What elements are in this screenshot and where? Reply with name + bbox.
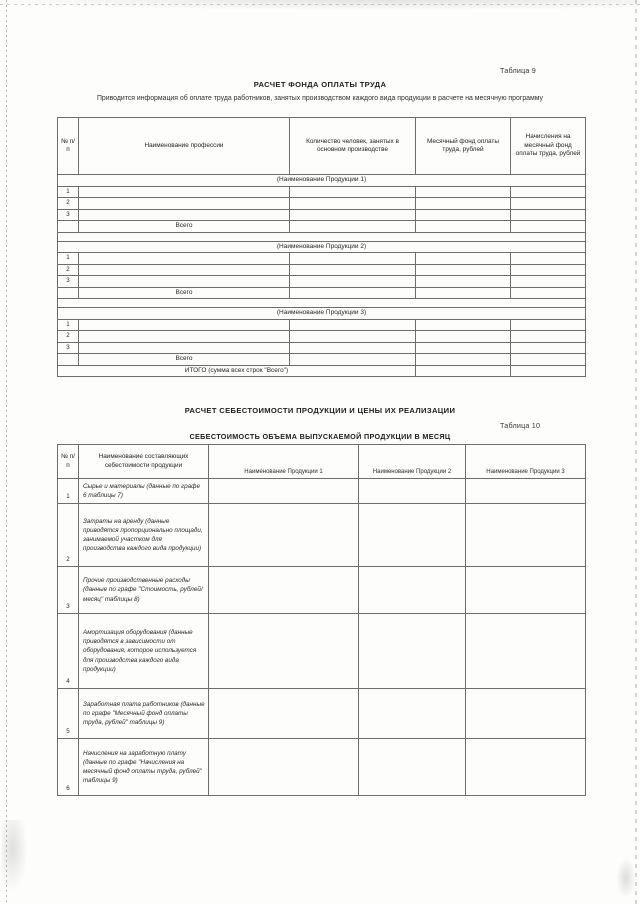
table10-title: СЕБЕСТОИМОСТЬ ОБЪЕМА ВЫПУСКАЕМОЙ ПРОДУКЦИИ В МЕСЯЦ (189, 432, 451, 441)
cell-charges[interactable] (511, 264, 586, 276)
cell-wage-fund[interactable] (416, 319, 511, 331)
cell-wage-fund[interactable] (416, 186, 511, 198)
table-row (58, 319, 586, 331)
cell-charges[interactable] (511, 319, 586, 331)
row-index: 2 (58, 331, 79, 343)
group-spacer-row (58, 299, 586, 308)
scan-edge-artifact-left (6, 0, 7, 905)
cell-wage-fund-shaded (416, 287, 511, 299)
group-total-row (58, 221, 586, 233)
cell-charges[interactable] (511, 198, 586, 210)
cell-charges[interactable] (511, 186, 586, 198)
cell-product-3 (466, 479, 586, 504)
cell-product-2[interactable] (359, 614, 466, 689)
row-index: 1 (58, 186, 79, 198)
cell-profession[interactable] (79, 331, 290, 343)
cell-people-shaded (290, 354, 416, 366)
col-header-profession: Наименование профессии (79, 118, 290, 175)
row-index: 3 (58, 567, 79, 614)
cell-profession[interactable] (79, 209, 290, 221)
row-index: 2 (58, 504, 79, 567)
payroll-fund-table (57, 117, 586, 377)
table-row (58, 331, 586, 343)
col-header-charges: Начисления на месячный фонд оплаты труда, рублей (511, 118, 586, 175)
cell-wage-fund[interactable] (416, 331, 511, 343)
cell-people[interactable] (290, 342, 416, 354)
cell-people[interactable] (290, 198, 416, 210)
row-index: 5 (58, 689, 79, 739)
row-index: 3 (58, 209, 79, 221)
row-index: 3 (58, 276, 79, 288)
cell-product-3 (466, 689, 586, 739)
group-total-label: Всего (79, 287, 290, 299)
table10-header-row (58, 445, 586, 479)
cell-people[interactable] (290, 331, 416, 343)
cell-product-2 (359, 479, 466, 504)
col-header-people: Количество человек, занятых в основном производстве (290, 118, 416, 175)
cell-people[interactable] (290, 276, 416, 288)
group-total-label: Всего (79, 221, 290, 233)
cell-charges[interactable] (511, 209, 586, 221)
cell-product-1 (209, 479, 359, 504)
group-spacer-row (58, 232, 586, 241)
col-header-component: Наименование составляющих себестоимости продукции (79, 445, 209, 479)
scan-smudge (616, 858, 636, 898)
grand-total-label: ИТОГО (сумма всех строк "Всего") (58, 365, 416, 377)
table10-label: Таблица 10 (500, 421, 541, 430)
col-header-product-3: Наименование Продукции 3 (466, 445, 586, 479)
cost-component-row (58, 504, 586, 567)
cell-charges-shaded (511, 365, 586, 377)
product-group-caption-row (58, 175, 586, 187)
cell-wage-fund[interactable] (416, 198, 511, 210)
cell-profession[interactable] (79, 253, 290, 265)
cell-product-1[interactable] (209, 614, 359, 689)
row-index: 3 (58, 342, 79, 354)
cell-people[interactable] (290, 264, 416, 276)
cost-component-text: Сырье и материалы (данные по графе 6 таблицы 7) (79, 479, 209, 504)
cell-product-2 (359, 689, 466, 739)
scan-smudge (0, 0, 640, 10)
row-index: 1 (58, 319, 79, 331)
cost-component-text: Начисления на заработную плату (данные по графе "Начисления на месячный фонд оплаты труда, рублей" таблицы 9) (79, 739, 209, 796)
cell-wage-fund[interactable] (416, 276, 511, 288)
cost-component-text: Затраты на аренду (данные приводятся пропорционально площади, занимаемой участком для производства каждого вида продукции) (79, 504, 209, 567)
cell-people[interactable] (290, 253, 416, 265)
row-index: 4 (58, 614, 79, 689)
table9-note: Приводится информация об оплате труда работников, занятых производством каждого вида продукции в расчете на месячную программу (96, 95, 544, 102)
cell-product-1 (209, 567, 359, 614)
cell-charges[interactable] (511, 276, 586, 288)
product-group-caption-row (58, 241, 586, 253)
row-index: 2 (58, 264, 79, 276)
cell-empty-index (58, 354, 79, 366)
product-group-caption: (Наименование Продукции 3) (58, 308, 586, 320)
cell-charges[interactable] (511, 331, 586, 343)
table-row (58, 209, 586, 221)
spacer-cell (58, 232, 586, 241)
cell-product-1 (209, 739, 359, 796)
cell-product-1[interactable] (209, 504, 359, 567)
cell-profession[interactable] (79, 198, 290, 210)
product-group-caption: (Наименование Продукции 1) (58, 175, 586, 187)
cell-product-3[interactable] (466, 504, 586, 567)
cell-charges[interactable] (511, 342, 586, 354)
table9-header-row (58, 118, 586, 175)
cost-component-row (58, 689, 586, 739)
group-total-row (58, 354, 586, 366)
table-row (58, 253, 586, 265)
cell-charges-shaded (511, 221, 586, 233)
product-group-caption: (Наименование Продукции 2) (58, 241, 586, 253)
product-group-caption-row (58, 308, 586, 320)
row-index: 1 (58, 253, 79, 265)
cell-product-2 (359, 567, 466, 614)
cell-profession[interactable] (79, 264, 290, 276)
cell-people[interactable] (290, 186, 416, 198)
col-header-product-1: Наименование Продукции 1 (209, 445, 359, 479)
cell-charges-shaded (511, 287, 586, 299)
cell-product-3 (466, 739, 586, 796)
cell-charges[interactable] (511, 253, 586, 265)
grand-total-row (58, 365, 586, 377)
cell-wage-fund[interactable] (416, 209, 511, 221)
cell-people[interactable] (290, 319, 416, 331)
table9-title: РАСЧЕТ ФОНДА ОПЛАТЫ ТРУДА (253, 80, 387, 89)
table-row (58, 186, 586, 198)
col-header-number: № п/п (58, 445, 79, 479)
cell-people[interactable] (290, 209, 416, 221)
row-index: 1 (58, 479, 79, 504)
cell-charges-shaded (511, 354, 586, 366)
cell-people-shaded (290, 221, 416, 233)
cell-empty-index (58, 287, 79, 299)
cell-people-shaded (290, 287, 416, 299)
table-row (58, 276, 586, 288)
table-row (58, 198, 586, 210)
scan-edge-artifact-top (0, 4, 640, 5)
cell-wage-fund-shaded (416, 365, 511, 377)
table-row (58, 264, 586, 276)
cell-wage-fund-shaded (416, 354, 511, 366)
scan-edge-artifact-right (635, 0, 637, 905)
table10-section-title: РАСЧЕТ СЕБЕСТОИМОСТИ ПРОДУКЦИИ И ЦЕНЫ ИХ РЕАЛИЗАЦИИ (184, 406, 456, 415)
group-total-row (58, 287, 586, 299)
cell-wage-fund[interactable] (416, 342, 511, 354)
table9-label: Таблица 9 (500, 66, 536, 75)
row-index: 6 (58, 739, 79, 796)
cell-product-3[interactable] (466, 614, 586, 689)
cell-profession[interactable] (79, 186, 290, 198)
cell-product-2[interactable] (359, 504, 466, 567)
product-cost-table (57, 444, 586, 796)
cost-component-text: Заработная плата работников (данные по графе "Месячный фонд оплаты труда, рублей" таблицы 9) (79, 689, 209, 739)
cell-wage-fund[interactable] (416, 253, 511, 265)
col-header-product-2: Наименование Продукции 2 (359, 445, 466, 479)
cost-component-text: Прочие производственные расходы (данные по графе "Стоимость, рублей/месяц" таблицы 8) (79, 567, 209, 614)
table-row (58, 342, 586, 354)
cost-component-row (58, 567, 586, 614)
cell-product-2 (359, 739, 466, 796)
group-total-label: Всего (79, 354, 290, 366)
cost-component-row (58, 739, 586, 796)
cell-profession[interactable] (79, 342, 290, 354)
cost-component-text: Амортизация оборудования (данные приводятся в зависимости от оборудования, которое используется для производства каждого вида продукции) (79, 614, 209, 689)
cell-profession[interactable] (79, 319, 290, 331)
cost-component-row (58, 479, 586, 504)
cell-product-3 (466, 567, 586, 614)
cost-component-row (58, 614, 586, 689)
cell-empty-index (58, 221, 79, 233)
col-header-number: № п/п (58, 118, 79, 175)
cell-wage-fund[interactable] (416, 264, 511, 276)
cell-wage-fund-shaded (416, 221, 511, 233)
cell-profession[interactable] (79, 276, 290, 288)
col-header-wage-fund: Месячный фонд оплаты труда, рублей (416, 118, 511, 175)
cell-product-1 (209, 689, 359, 739)
spacer-cell (58, 299, 586, 308)
row-index: 2 (58, 198, 79, 210)
